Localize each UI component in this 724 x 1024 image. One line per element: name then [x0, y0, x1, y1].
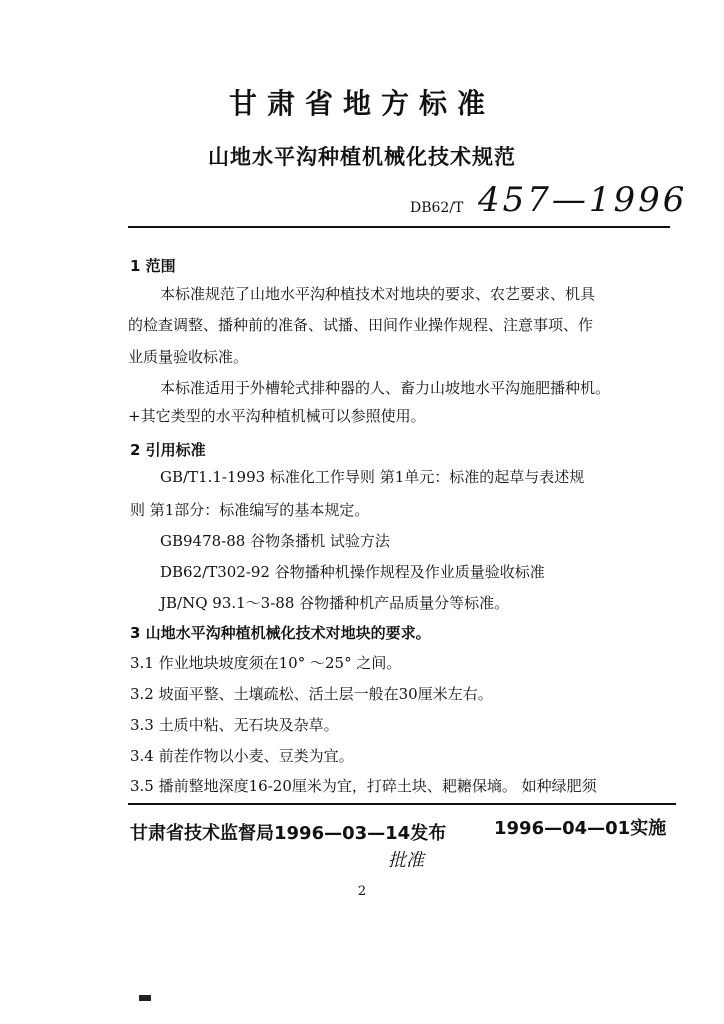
requirement-item: 3.3 土质中粘、无石块及杂草。 — [130, 716, 339, 734]
requirement-item: 3.1 作业地块坡度须在10° ～25° 之间。 — [130, 654, 402, 672]
section-1-line: 业质量验收标准。 — [128, 348, 249, 366]
signature: 批准 — [388, 850, 424, 871]
reference-item: DB62/T302-92 谷物播种机操作规程及作业质量验收标准 — [160, 563, 545, 581]
section-1-line: 本标准规范了山地水平沟种植技术对地块的要求、农艺要求、机具 — [160, 285, 596, 303]
section-1-line: +其它类型的水平沟种植机械可以参照使用。 — [128, 407, 426, 425]
section-1-heading: 1 范围 — [130, 257, 176, 275]
section-1-line: 本标准适用于外槽轮式排种器的人、畜力山坡地水平沟施肥播种机。 — [160, 379, 611, 397]
reference-item: GB9478-88 谷物条播机 试验方法 — [160, 532, 390, 550]
scan-smudge — [139, 995, 151, 1001]
section-3-heading: 3 山地水平沟种植机械化技术对地块的要求。 — [130, 624, 431, 642]
footer-rule — [128, 803, 676, 805]
reference-item: JB/NQ 93.1～3-88 谷物播种机产品质量分等标准。 — [160, 594, 510, 612]
standard-code-prefix: DB62/T — [410, 200, 464, 216]
requirement-item: 3.2 坡面平整、土壤疏松、活土层一般在30厘米左右。 — [130, 685, 493, 703]
reference-item: GB/T1.1-1993 标准化工作导则 第1单元：标准的起草与表述规 — [160, 468, 585, 486]
document-subtitle: 山地水平沟种植机械化技术规范 — [208, 145, 516, 169]
issuer-line: 甘肃省技术监督局1996—03—14发布 — [130, 823, 447, 844]
requirement-item: 3.5 播前整地深度16-20厘米为宜，打碎土块、耙耱保墒。 如种绿肥须 — [130, 777, 597, 795]
section-2-heading: 2 引用标准 — [130, 441, 206, 459]
requirement-item: 3.4 前茬作物以小麦、豆类为宜。 — [130, 747, 354, 765]
implement-date: 1996—04—01实施 — [494, 818, 667, 839]
section-1-line: 的检查调整、播种前的准备、试播、田间作业操作规程、注意事项、作 — [128, 316, 594, 334]
document-title: 甘肃省地方标准 — [228, 87, 495, 120]
standard-code-number: 457—1996 — [478, 180, 688, 220]
page-number: 2 — [357, 884, 367, 899]
reference-item: 则 第1部分：标准编写的基本规定。 — [130, 501, 370, 519]
header-rule — [128, 226, 670, 228]
